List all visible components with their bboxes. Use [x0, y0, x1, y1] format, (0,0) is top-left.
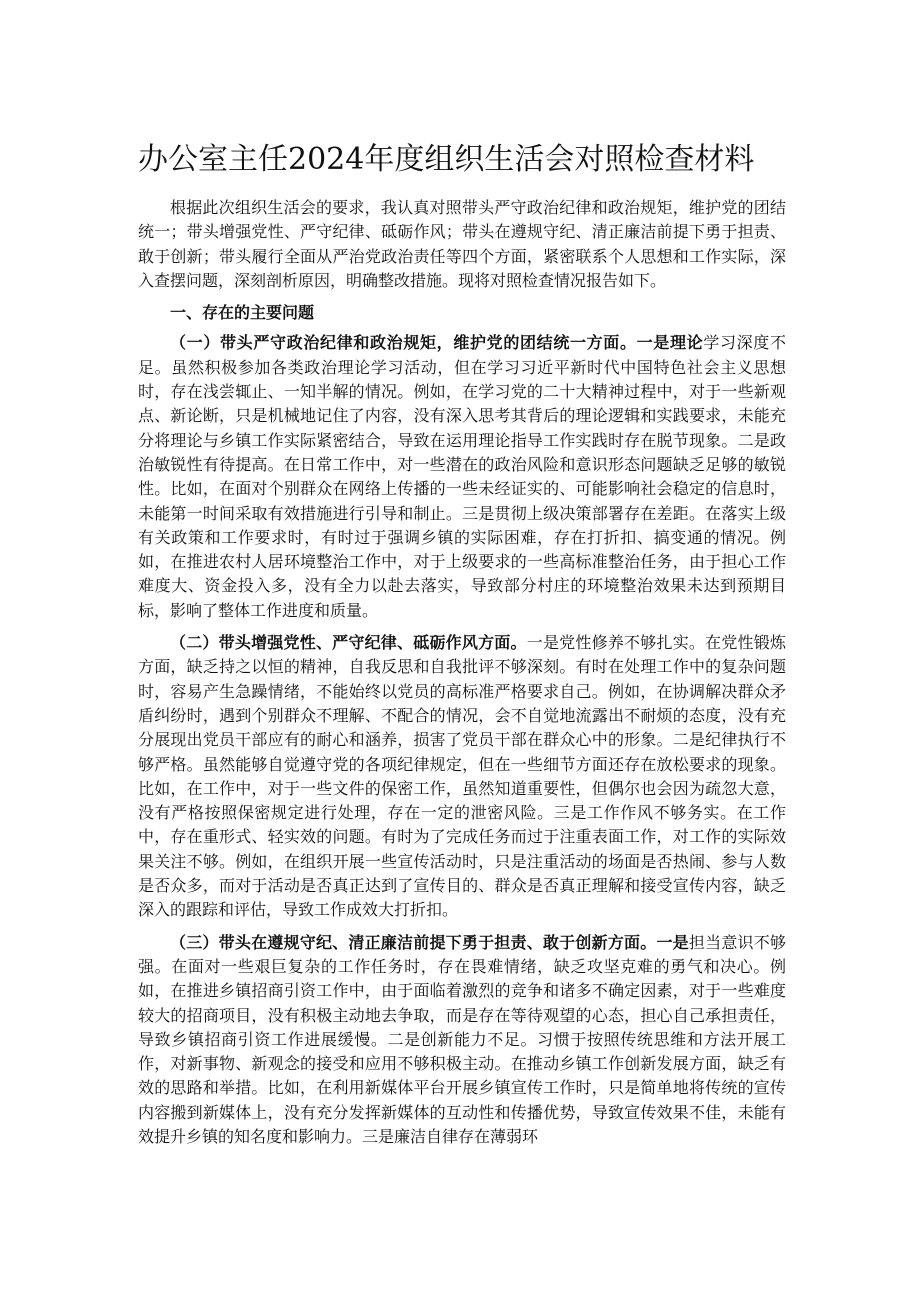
document-page	[138, 0, 786, 1301]
section-paragraph-3	[138, 931, 786, 1150]
section-heading-problems: 一、存在的主要问题	[170, 303, 315, 323]
section-3-body: 担当意识不够强。在面对一些艰巨复杂的工作任务时，存在畏难情绪，缺乏攻坚克难的勇气和决心。例如，在推进乡镇招商引资工作中，由于面临着激烈的竞争和诸多不确定因素，对于一些难度较大的招商项目，没有积极主动地去争取，而是存在等待观望的心态，担心自己承担责任，导致乡镇招商引资工作进展缓慢。二是创新能力不足。习惯于按照传统思维和方法开展工作，对新事物、新观念的接受和应用不够积极主动。在推动乡镇工作创新发展方面，缺乏有效的思路和举措。比如，在利用新媒体平台开展乡镇宣传工作时，只是简单地将传统的宣传内容搬到新媒体上，没有充分发挥新媒体的互动性和传播优势，导致宣传效果不佳，未能有效提升乡镇的知名度和影响力。三是廉洁自律存在薄弱环	[138, 932, 786, 1146]
section-1-lead: （一）带头严守政治纪律和政治规矩，维护党的团结统一方面。一是理论	[170, 333, 704, 353]
document-body	[138, 196, 786, 1157]
section-2-body: 一是党性修养不够扎实。在党性锻炼方面，缺乏持之以恒的精神，自我反思和自我批评不够深刻。有时在处理工作中的复杂问题时，容易产生急躁情绪，不能始终以党员的高标准严格要求自己。例如，在协调解决群众矛盾纠纷时，遇到个别群众不理解、不配合的情况，会不自觉地流露出不耐烦的态度，没有充分展现出党员干部应有的耐心和涵养，损害了党员干部在群众心中的形象。二是纪律执行不够严格。虽然能够自觉遵守党的各项纪律规定，但在一些细节方面还存在放松要求的现象。比如，在工作中，对于一些文件的保密工作，虽然知道重要性，但偶尔也会因为疏忽大意，没有严格按照保密规定进行处理，存在一定的泄密风险。三是工作作风不够务实。在工作中，存在重形式、轻实效的问题。有时为了完成任务而过于注重表面工作，对工作的实际效果关注不够。例如，在组织开展一些宣传活动时，只是注重活动的场面是否热闹、参与人数是否众多，而对于活动是否真正达到了宣传目的、群众是否真正理解和接受宣传内容，缺乏深入的跟踪和评估，导致工作成效大打折扣。	[138, 633, 786, 920]
section-paragraph-2	[138, 631, 786, 923]
section-3-lead: （三）带头在遵规守纪、清正廉洁前提下勇于担责、敢于创新方面。一是	[170, 932, 689, 952]
intro-paragraph: 根据此次组织生活会的要求，我认真对照带头严守政治纪律和政治规矩，维护党的团结统一；带头增强党性、严守纪律、砥砺作风；带头在遵规守纪、清正廉洁前提下勇于担责、敢于创新；带头履行全面从严治党政治责任等四个方面，紧密联系个人思想和工作实际，深入查摆问题，深刻剖析原因，明确整改措施。现将对照检查情况报告如下。	[138, 198, 786, 290]
section-2-lead: （二）带头增强党性、严守纪律、砥砺作风方面。	[170, 633, 527, 653]
section-paragraph-1	[138, 331, 786, 623]
section-1-body: 学习深度不足。虽然积极参加各类政治理论学习活动，但在学习习近平新时代中国特色社会主义思想时，存在浅尝辄止、一知半解的情况。例如，在学习党的二十大精神过程中，对于一些新观点、新论断，只是机械地记住了内容，没有深入思考其背后的理论逻辑和实践要求，未能充分将理论与乡镇工作实际紧密结合，导致在运用理论指导工作实践时存在脱节现象。二是政治敏锐性有待提高。在日常工作中，对一些潜在的政治风险和意识形态问题缺乏足够的敏锐性。比如，在面对个别群众在网络上传播的一些未经证实的、可能影响社会稳定的信息时，未能第一时间采取有效措施进行引导和制止。三是贯彻上级决策部署存在差距。在落实上级有关政策和工作要求时，有时过于强调乡镇的实际困难，存在打折扣、搞变通的情况。例如，在推进农村人居环境整治工作中，对于上级要求的一些高标准整治任务，由于担心工作难度大、资金投入多，没有全力以赴去落实，导致部分村庄的环境整治效果未达到预期目标，影响了整体工作进度和质量。	[138, 333, 786, 620]
document-title: 办公室主任2024年度组织生活会对照检查材料	[138, 142, 755, 177]
